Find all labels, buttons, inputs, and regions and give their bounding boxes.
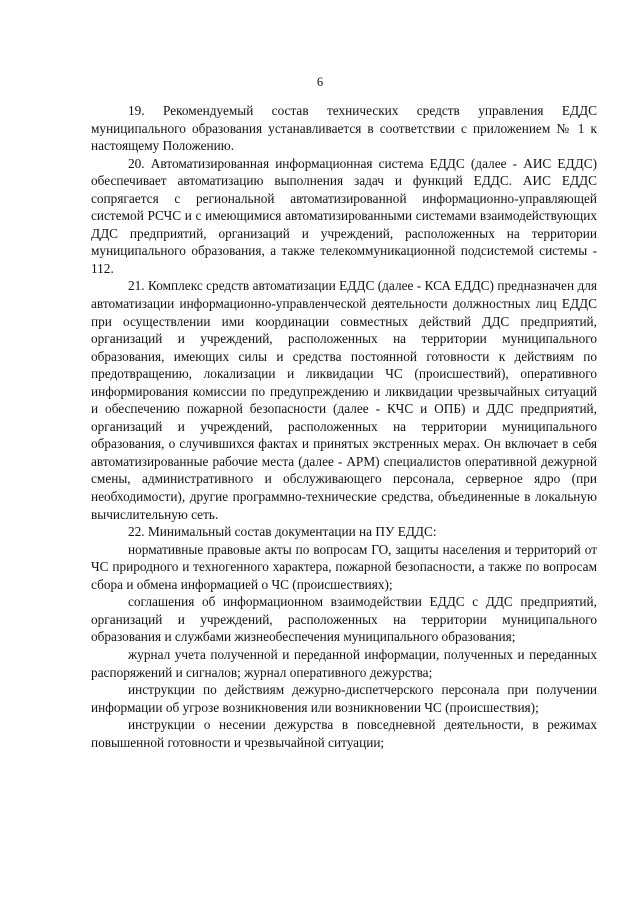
paragraph-21: 21. Комплекс средств автоматизации ЕДДС (далее - КСА ЕДДС) предназначен для автоматизации информационно-управленческой деятельности должностных лиц ЕДДС при осуществлении ими координации совместных действий ДДС предприятий, организаций и учреждений, расположенных на территории муниципального образования, имеющих силы и средства постоянной готовности к действиям по предотвращению, локализации и ликвидации ЧС (происшествий), оперативного информирования комиссии по предупреждению и ликвидации чрезвычайных ситуаций и обеспечению пожарной безопасности (далее - КЧС и ОПБ) и ДДС предприятий, организаций и учреждений, расположенных на территории муниципального образования, о случившихся фактах и принятых экстренных мерах. Он включает в себя автоматизированные рабочие места (далее - АРМ) специалистов оперативной дежурной смены, административного и обслуживающего персонала, серверное ядро (при необходимости), другие программно-технические средства, объединенные в локальную вычислительную сеть. bbox=[91, 278, 597, 522]
list-item-journals: журнал учета полученной и переданной информации, полученных и переданных распоряжений и сигналов; журнал оперативного дежурства; bbox=[91, 646, 597, 680]
page-number: 6 bbox=[316, 75, 324, 89]
list-item-agreements: соглашения об информационном взаимодействии ЕДДС с ДДС предприятий, организаций и учреждений, расположенных на территории муниципального образования и службами жизнеобеспечения муниципального образования; bbox=[91, 594, 597, 645]
paragraph-19: 19. Рекомендуемый состав технических средств управления ЕДДС муниципального образования устанавливается в соответствии с приложением № 1 к настоящему Положению. bbox=[91, 103, 597, 154]
document-body bbox=[91, 102, 597, 751]
list-item-instructions-duty: инструкции о несении дежурства в повседневной деятельности, в режимах повышенной готовности и чрезвычайной ситуации; bbox=[91, 717, 597, 750]
paragraph-22: 22. Минимальный состав документации на ПУ ЕДДС: bbox=[128, 524, 437, 540]
paragraph-20: 20. Автоматизированная информационная система ЕДДС (далее - АИС ЕДДС) обеспечивает автоматизацию выполнения задач и функций ЕДДС. АИС ЕДДС сопрягается с региональной автоматизированной информационно-управляющей системой РСЧС и с имеющимися автоматизированными системами взаимодействующих ДДС предприятий, организаций и учреждений, расположенных на территории муниципального образования, а также телекоммуникационной подсистемой системы - 112. bbox=[91, 155, 597, 276]
list-item-normative-acts: нормативные правовые акты по вопросам ГО, защиты населения и территорий от ЧС природного и техногенного характера, пожарной безопасности, а также по вопросам сбора и обмена информацией о ЧС (происшествиях); bbox=[91, 541, 597, 592]
list-item-instructions-threat: инструкции по действиям дежурно-диспетчерского персонала при получении информации об угрозе возникновения или возникновении ЧС (происшествия); bbox=[91, 682, 597, 715]
